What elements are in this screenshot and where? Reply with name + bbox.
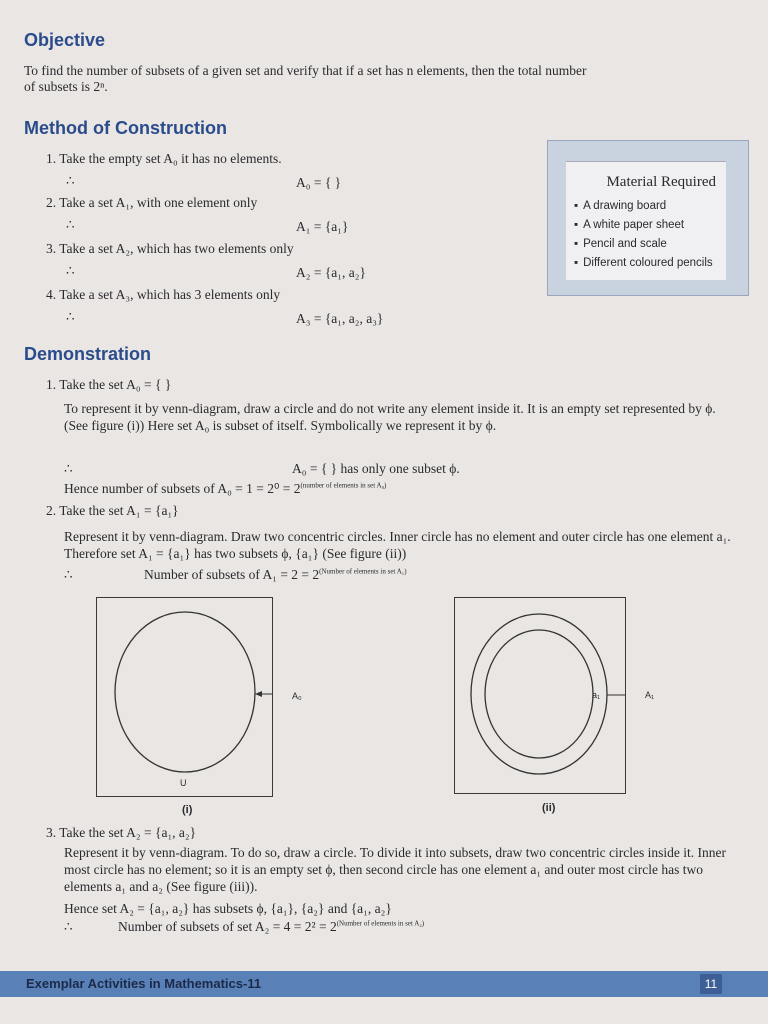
- label-a0: A₀: [292, 691, 302, 701]
- book-title: Exemplar Activities in Mathematics-11: [26, 976, 262, 991]
- equation-text: Number of subsets of A₁ = 2 = 2: [144, 567, 320, 582]
- demo-step-2: 2. Take the set A₁ = {a₁}: [46, 503, 179, 518]
- label-a1: A₁: [645, 690, 655, 700]
- venn-figure-2: [454, 597, 626, 794]
- method-step-2: 2. Take a set A₁, with one element only: [46, 195, 258, 210]
- therefore-symbol: ∴: [66, 263, 75, 278]
- demo-step-2-paragraph: Represent it by venn-diagram. Draw two concentric circles. Inner circle has no element and outer circle has one element a₁. Therefore set A₁ = {a₁} has two subsets ϕ, {a₁} (See figure (ii)): [64, 529, 731, 561]
- therefore-symbol: ∴: [66, 173, 75, 188]
- material-required-card: [566, 161, 726, 280]
- equation-text: Number of subsets of set A₂ = 4 = 2² = 2: [118, 919, 337, 934]
- demonstration-heading: Demonstration: [24, 344, 152, 364]
- therefore-symbol: ∴: [64, 567, 73, 582]
- demo-step-1-hence: [64, 480, 386, 498]
- figure-2-caption: (ii): [542, 802, 556, 814]
- venn-diagram-1: [97, 598, 272, 796]
- therefore-symbol: ∴: [66, 217, 75, 232]
- label-a1-element: a₁: [592, 690, 601, 700]
- demo-step-1-paragraph: To represent it by venn-diagram, draw a circle and do not write any element inside it. It is an empty set represented by ϕ. (See figure (i)) Here set A₀ is subset of itself. Symbolically we represent it by ϕ.: [64, 401, 716, 433]
- label-universal-set: U: [180, 778, 187, 788]
- objective-line-2: of subsets is 2ⁿ.: [24, 79, 108, 94]
- demo-step-3-equation: [118, 918, 424, 936]
- objective-line-1: To find the number of subsets of a given set and verify that if a set has n elements, then the total number: [24, 63, 587, 78]
- material-item: ▪ Different coloured pencils: [574, 257, 713, 269]
- method-heading: Method of Construction: [24, 118, 227, 138]
- therefore-symbol: ∴: [66, 309, 75, 324]
- hence-text: Hence number of subsets of A₀ = 1 = 2⁰ = 2: [64, 481, 301, 496]
- method-step-4-equation: A₃ = {a₁, a₂, a₃}: [296, 311, 384, 326]
- material-item: ▪ A white paper sheet: [574, 219, 684, 231]
- exponent-note: (number of elements in set A₀): [300, 481, 387, 490]
- method-step-3-equation: A₂ = {a₁, a₂}: [296, 265, 366, 280]
- exponent-note: (Number of elements in set A₂): [336, 919, 425, 928]
- figure-1-caption: (i): [182, 804, 193, 816]
- demo-step-3-hence: Hence set A₂ = {a₁, a₂} has subsets ϕ, {a₁}, {a₂} and {a₁, a₂}: [64, 901, 392, 916]
- material-required-box: [547, 140, 749, 296]
- exponent-note: (Number of elements in set A₁): [319, 567, 407, 576]
- demo-step-1: 1. Take the set A₀ = { }: [46, 377, 172, 392]
- method-step-3: 3. Take a set A₂, which has two elements only: [46, 241, 294, 256]
- therefore-symbol: ∴: [64, 461, 73, 476]
- method-step-1: 1. Take the empty set A₀ it has no elements.: [46, 151, 282, 166]
- empty-set-circle: [115, 612, 255, 772]
- inner-circle: [485, 630, 593, 758]
- page-footer: [0, 971, 768, 997]
- material-item: ▪ A drawing board: [574, 200, 666, 212]
- demo-step-2-equation: [144, 566, 407, 584]
- demo-step-3: 3. Take the set A₂ = {a₁, a₂}: [46, 825, 197, 840]
- therefore-symbol: ∴: [64, 919, 73, 934]
- objective-heading: Objective: [24, 30, 106, 50]
- method-step-4: 4. Take a set A₃, which has 3 elements only: [46, 287, 281, 302]
- arrow-head: [255, 691, 262, 697]
- outer-circle: [471, 614, 607, 774]
- demo-step-1-equation: A₀ = { } has only one subset ϕ.: [292, 461, 460, 476]
- venn-figure-1: [96, 597, 273, 797]
- method-step-1-equation: A₀ = { }: [296, 175, 342, 190]
- page-number: 11: [700, 974, 722, 994]
- demo-step-3-paragraph: Represent it by venn-diagram. To do so, draw a circle. To divide it into subsets, draw two concentric circles inside it. Inner most circle has no element; so it is an empty set ϕ, then second circle has one element a₁ and outer most circle has two elements a₁ and a₂ (See figure (iii)).: [64, 845, 726, 894]
- material-required-title: Material Required: [606, 174, 716, 190]
- method-step-2-equation: A₁ = {a₁}: [296, 219, 349, 234]
- material-item: ▪ Pencil and scale: [574, 238, 667, 250]
